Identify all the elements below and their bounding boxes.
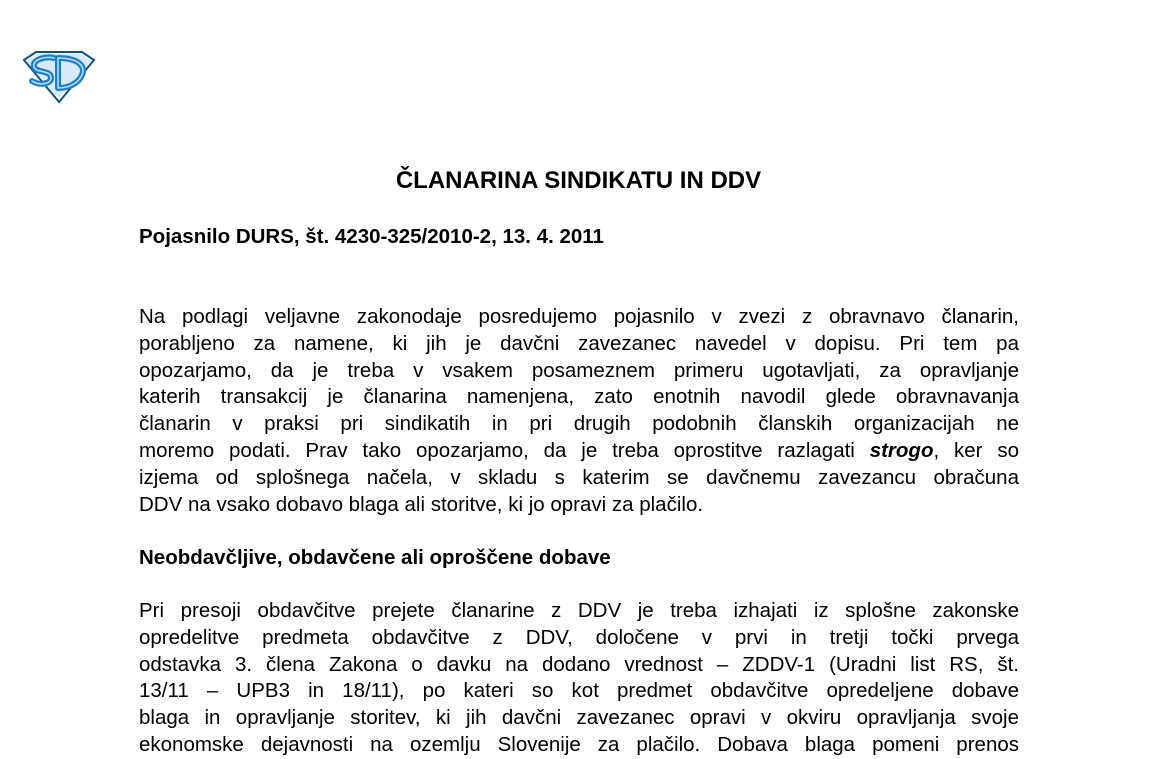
- paragraph-line: opredelitve predmeta obdavčitve z DDV, določene v prvi in tretji točki prvega: [139, 625, 1019, 649]
- paragraph-line: Pri presoji obdavčitve prejete članarine z DDV je treba izhajati iz splošne zakonske: [139, 599, 1019, 622]
- paragraph-text: moremo podati. Prav tako opozarjamo, da je treba oprostitve razlagati: [139, 438, 870, 462]
- paragraph-line: 13/11 – UPB3 in 18/11), po kateri so kot predmet obdavčitve opredeljene dobave: [139, 679, 1019, 703]
- paragraph-line: ekonomske dejavnosti na ozemlju Slovenije za plačilo. Dobava blaga pomeni prenos: [139, 732, 1019, 756]
- paragraph-line: opozarjamo, da je treba v vsakem posameznem primeru ugotavljati, za opravljanje: [139, 358, 1019, 382]
- paragraph-line: Na podlagi veljavne zakonodaje posredujemo pojasnilo v zvezi z obravnavo članarin,: [139, 305, 1019, 328]
- emphasis-text: strogo: [869, 438, 934, 462]
- paragraph-line: [139, 438, 1019, 465]
- paragraph-line: katerih transakcij je članarina namenjena, zato enotnih navodil glede obravnavanja: [139, 385, 1019, 409]
- paragraph-line: odstavka 3. člena Zakona o davku na dodano vrednost – ZDDV-1 (Uradni list RS, št.: [139, 652, 1019, 676]
- document-subtitle: Pojasnilo DURS, št. 4230-325/2010-2, 13. 4. 2011: [139, 225, 604, 248]
- document-title: ČLANARINA SINDIKATU IN DDV: [395, 167, 762, 194]
- paragraph-text: , ker so: [933, 438, 1019, 462]
- organization-logo-icon: [22, 50, 96, 104]
- paragraph-line: porabljeno za namene, ki jih je davčni zavezanec navedel v dopisu. Pri tem pa: [139, 331, 1019, 355]
- paragraph-line: izjema od splošnega načela, v skladu s katerim se davčnemu zavezancu obračuna: [139, 465, 1019, 489]
- paragraph-intro: [139, 304, 1019, 518]
- paragraph-line: članarin v praksi pri sindikatih in pri drugih podobnih članskih organizacijah ne: [139, 412, 1019, 436]
- paragraph-line: DDV na vsako dobavo blaga ali storitve, ki jo opravi za plačilo.: [139, 492, 704, 516]
- section-heading: Neobdavčljive, obdavčene ali oproščene dobave: [139, 546, 611, 569]
- paragraph-line: blaga in opravljanje storitev, ki jih davčni zavezanec opravi v okviru opravljanja svoje: [139, 706, 1019, 730]
- paragraph-taxation: [139, 598, 1019, 759]
